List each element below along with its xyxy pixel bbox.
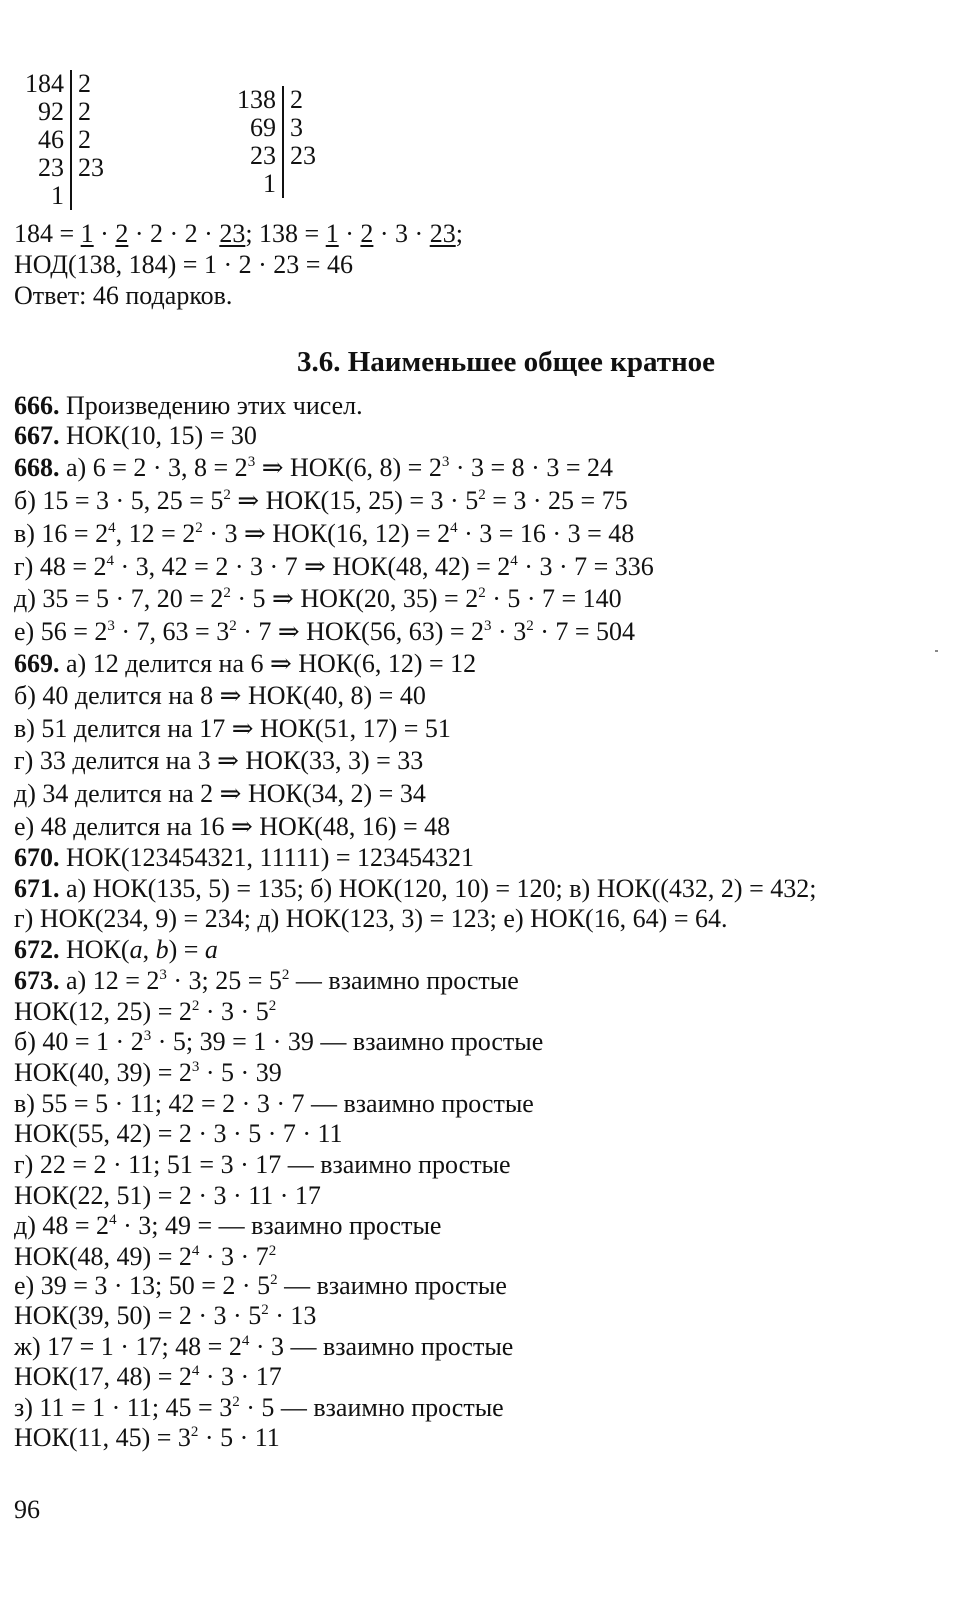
text: ; 138 =: [245, 219, 326, 248]
exponent: 2: [223, 585, 231, 601]
exponent: 2: [229, 618, 237, 634]
page-number: 96: [14, 1495, 40, 1524]
exponent: 2: [270, 1272, 278, 1288]
problem-673-a-result: [14, 996, 276, 1028]
problem-number: 669.: [14, 649, 60, 678]
text: е) 56 = 2: [14, 617, 108, 646]
text: а) НОК(135, 5) = 135; б) НОК(120, 10) = 120; в) НОК((432, 2) = 432;: [59, 874, 817, 903]
text: · 3; 49 = — взаимно простые: [116, 1211, 442, 1240]
text: з) 11 = 1 · 11; 45 = 3: [14, 1393, 233, 1422]
gcd-line: НОД(138, 184) = 1 · 2 · 23 = 46: [14, 250, 353, 279]
problem-673-f: [14, 1270, 507, 1302]
text: 184 =: [14, 219, 81, 248]
text: · 7 ⇒ НОК(56, 63) = 2: [236, 617, 485, 646]
factorization-line: [14, 218, 463, 250]
text: в) 16 = 2: [14, 519, 109, 548]
variable: a: [204, 935, 218, 964]
underlined-factor: 23: [429, 219, 456, 248]
problem-666: [14, 390, 363, 422]
text: НОК(11, 45) = 3: [14, 1423, 191, 1452]
text: ,: [142, 935, 156, 964]
text: · 5 · 11: [198, 1423, 280, 1452]
problem-673-c: в) 55 = 5 · 11; 42 = 2 · 3 · 7 — взаимно простые: [14, 1089, 534, 1118]
text: а) 12 = 2: [59, 966, 160, 995]
text: г) 48 = 2: [14, 552, 107, 581]
problem-673-f-result: [14, 1300, 316, 1332]
text: ) =: [168, 935, 205, 964]
ladder-138-left: 1: [228, 170, 284, 198]
ladder-138-right: 2: [290, 85, 303, 114]
problem-number: 671.: [14, 874, 60, 903]
ladder-138-left: 69: [228, 114, 284, 142]
text: · 3 = 8 · 3 = 24: [449, 453, 614, 482]
text: ж) 17 = 1 · 17; 48 = 2: [14, 1332, 242, 1361]
problem-669-d: г) 33 делится на 3 ⇒ НОК(33, 3) = 33: [14, 746, 424, 775]
exponent: 3: [441, 454, 450, 470]
text: · 5 · 39: [199, 1058, 282, 1087]
ladder-184-right: 2: [78, 97, 91, 126]
problem-668-e: [14, 583, 622, 615]
text: е) 39 = 3 · 13; 50 = 2 · 5: [14, 1271, 271, 1300]
text: б) 40 = 1 · 2: [14, 1027, 144, 1056]
problem-669-b: б) 40 делится на 8 ⇒ НОК(40, 8) = 40: [14, 681, 426, 710]
variable: b: [155, 935, 169, 964]
text: · 2 · 2 ·: [128, 219, 220, 248]
variable: a: [129, 935, 143, 964]
text: НОК(: [59, 935, 130, 964]
problem-669-c: в) 51 делится на 17 ⇒ НОК(51, 17) = 51: [14, 714, 451, 743]
ladder-138-left: 138: [228, 86, 284, 114]
problem-668-b: [14, 485, 628, 517]
ladder-184-right: 2: [78, 125, 91, 154]
text: · 13: [268, 1301, 317, 1330]
text: НОК(48, 49) = 2: [14, 1242, 192, 1271]
problem-669-f: е) 48 делится на 16 ⇒ НОК(48, 16) = 48: [14, 812, 451, 841]
exponent: 4: [191, 1363, 200, 1379]
exponent: 2: [223, 487, 231, 503]
exponent: 4: [106, 553, 114, 569]
problem-668-f: [14, 616, 635, 648]
problem-668-a: [14, 452, 613, 484]
exponent: 2: [195, 520, 203, 536]
exponent: 2: [281, 967, 290, 983]
ladder-184-left: 1: [14, 182, 72, 210]
exponent: 3: [484, 618, 492, 634]
text: · 3 · 5: [199, 997, 269, 1026]
text: · 7 = 504: [533, 617, 636, 646]
exponent: 3: [107, 618, 115, 634]
text: · 3 · 17: [199, 1362, 282, 1391]
problem-number: 672.: [14, 935, 60, 964]
exponent: 2: [190, 1424, 199, 1440]
problem-672: [14, 934, 218, 966]
underlined-factor: 2: [360, 219, 374, 248]
problem-number: 668.: [14, 453, 60, 482]
exponent: 4: [241, 1333, 250, 1349]
text: д) 48 = 2: [14, 1211, 110, 1240]
ladder-184-left: 92: [14, 98, 72, 126]
exponent: 2: [191, 998, 200, 1014]
exponent: 2: [478, 585, 486, 601]
problem-673-g-result: [14, 1361, 282, 1393]
exponent: 2: [268, 1243, 277, 1259]
text: б) 15 = 3 · 5, 25 = 5: [14, 486, 224, 515]
problem-673-d-result: НОК(22, 51) = 2 · 3 · 11 · 17: [14, 1181, 321, 1210]
exponent: 3: [143, 1028, 152, 1044]
problem-number: 666.: [14, 391, 60, 420]
problem-number: 670.: [14, 843, 60, 872]
problem-673-d: г) 22 = 2 · 11; 51 = 3 · 17 — взаимно простые: [14, 1150, 511, 1179]
problem-673-a: [14, 965, 519, 997]
ladder-184-right: 23: [78, 153, 104, 182]
ladder-138: [228, 86, 316, 198]
problem-673-h: [14, 1392, 504, 1424]
text: а) 6 = 2 · 3, 8 = 2: [59, 453, 248, 482]
problem-669-a: [14, 648, 476, 680]
problem-671-b: г) НОК(234, 9) = 234; д) НОК(123, 3) = 123; е) НОК(16, 64) = 64.: [14, 904, 728, 933]
exponent: 4: [109, 1212, 117, 1228]
ladder-138-right: 3: [290, 113, 303, 142]
problem-673-e-result: [14, 1241, 276, 1273]
problem-number: 673.: [14, 966, 60, 995]
text: , 12 = 2: [115, 519, 196, 548]
text: · 3 · 7 = 336: [517, 552, 654, 581]
text: НОК(40, 39) = 2: [14, 1058, 192, 1087]
exponent: 2: [261, 1302, 269, 1318]
exponent: 2: [478, 487, 486, 503]
text: · 3 — взаимно простые: [249, 1332, 514, 1361]
exponent: 2: [268, 998, 277, 1014]
exponent: 2: [526, 618, 534, 634]
scan-speck: [935, 650, 938, 652]
problem-668-c: [14, 518, 634, 550]
problem-673-b: [14, 1026, 543, 1058]
exponent: 3: [159, 967, 167, 983]
text: а) 12 делится на 6 ⇒ НОК(6, 12) = 12: [59, 649, 477, 678]
section-heading: 3.6. Наименьшее общее кратное: [296, 346, 716, 378]
exponent: 4: [191, 1243, 200, 1259]
text: · 3; 25 = 5: [166, 966, 282, 995]
exponent: 4: [108, 520, 116, 536]
text: — взаимно простые: [289, 966, 519, 995]
text: ·: [93, 219, 116, 248]
problem-673-b-result: [14, 1057, 282, 1089]
text: · 3 = 16 · 3 = 48: [457, 519, 635, 548]
underlined-factor: 1: [325, 219, 339, 248]
text: Произведению этих чисел.: [59, 391, 363, 420]
ladder-184-left: 23: [14, 154, 72, 182]
text: · 3 · 7: [199, 1242, 269, 1271]
problem-673-e: [14, 1210, 441, 1242]
ladder-138-right: 23: [290, 141, 316, 170]
problem-671-a: [14, 873, 816, 905]
ladder-184-right: [72, 182, 78, 210]
ladder-138-right: [284, 170, 290, 198]
answer-line: Ответ: 46 подарков.: [14, 281, 233, 310]
exponent: 4: [510, 553, 518, 569]
underlined-factor: 2: [115, 219, 129, 248]
text: — взаимно простые: [277, 1271, 507, 1300]
ladder-184-left: 184: [14, 70, 72, 98]
ladder-184: [14, 70, 104, 210]
text: · 3, 42 = 2 · 3 · 7 ⇒ НОК(48, 42) = 2: [114, 552, 511, 581]
problem-673-c-result: НОК(55, 42) = 2 · 3 · 5 · 7 · 11: [14, 1119, 343, 1148]
text: НОК(17, 48) = 2: [14, 1362, 192, 1391]
text: · 7, 63 = 3: [114, 617, 230, 646]
problem-673-h-result: [14, 1422, 280, 1454]
problem-number: 667.: [14, 421, 60, 450]
problem-668-d: [14, 551, 654, 583]
text: = 3 · 25 = 75: [485, 486, 628, 515]
text: · 3: [491, 617, 527, 646]
text: НОК(123454321, 11111) = 123454321: [59, 843, 475, 872]
text: · 3 ⇒ НОК(16, 12) = 2: [202, 519, 451, 548]
text: · 5 · 7 = 140: [485, 584, 622, 613]
exponent: 3: [247, 454, 256, 470]
text: · 5 ⇒ НОК(20, 35) = 2: [230, 584, 479, 613]
text: д) 35 = 5 · 7, 20 = 2: [14, 584, 224, 613]
text: ⇒ НОК(15, 25) = 3 · 5: [230, 486, 479, 515]
text: · 3 ·: [373, 219, 430, 248]
underlined-factor: 1: [80, 219, 94, 248]
text: НОК(39, 50) = 2 · 3 · 5: [14, 1301, 262, 1330]
ladder-184-right: 2: [78, 69, 91, 98]
text: ;: [455, 219, 463, 248]
exponent: 3: [191, 1059, 200, 1075]
ladder-138-left: 23: [228, 142, 284, 170]
text: НОК(10, 15) = 30: [59, 421, 257, 450]
problem-673-g: [14, 1331, 513, 1363]
problem-669-e: д) 34 делится на 2 ⇒ НОК(34, 2) = 34: [14, 779, 426, 808]
ladder-184-left: 46: [14, 126, 72, 154]
text: НОК(12, 25) = 2: [14, 997, 192, 1026]
exponent: 2: [232, 1394, 240, 1410]
exponent: 4: [450, 520, 458, 536]
text: ⇒ НОК(6, 8) = 2: [255, 453, 442, 482]
problem-667: [14, 420, 257, 452]
problem-670: [14, 842, 474, 874]
underlined-factor: 23: [219, 219, 246, 248]
text: · 5 — взаимно простые: [239, 1393, 504, 1422]
text: ·: [338, 219, 361, 248]
text: · 5; 39 = 1 · 39 — взаимно простые: [151, 1027, 544, 1056]
